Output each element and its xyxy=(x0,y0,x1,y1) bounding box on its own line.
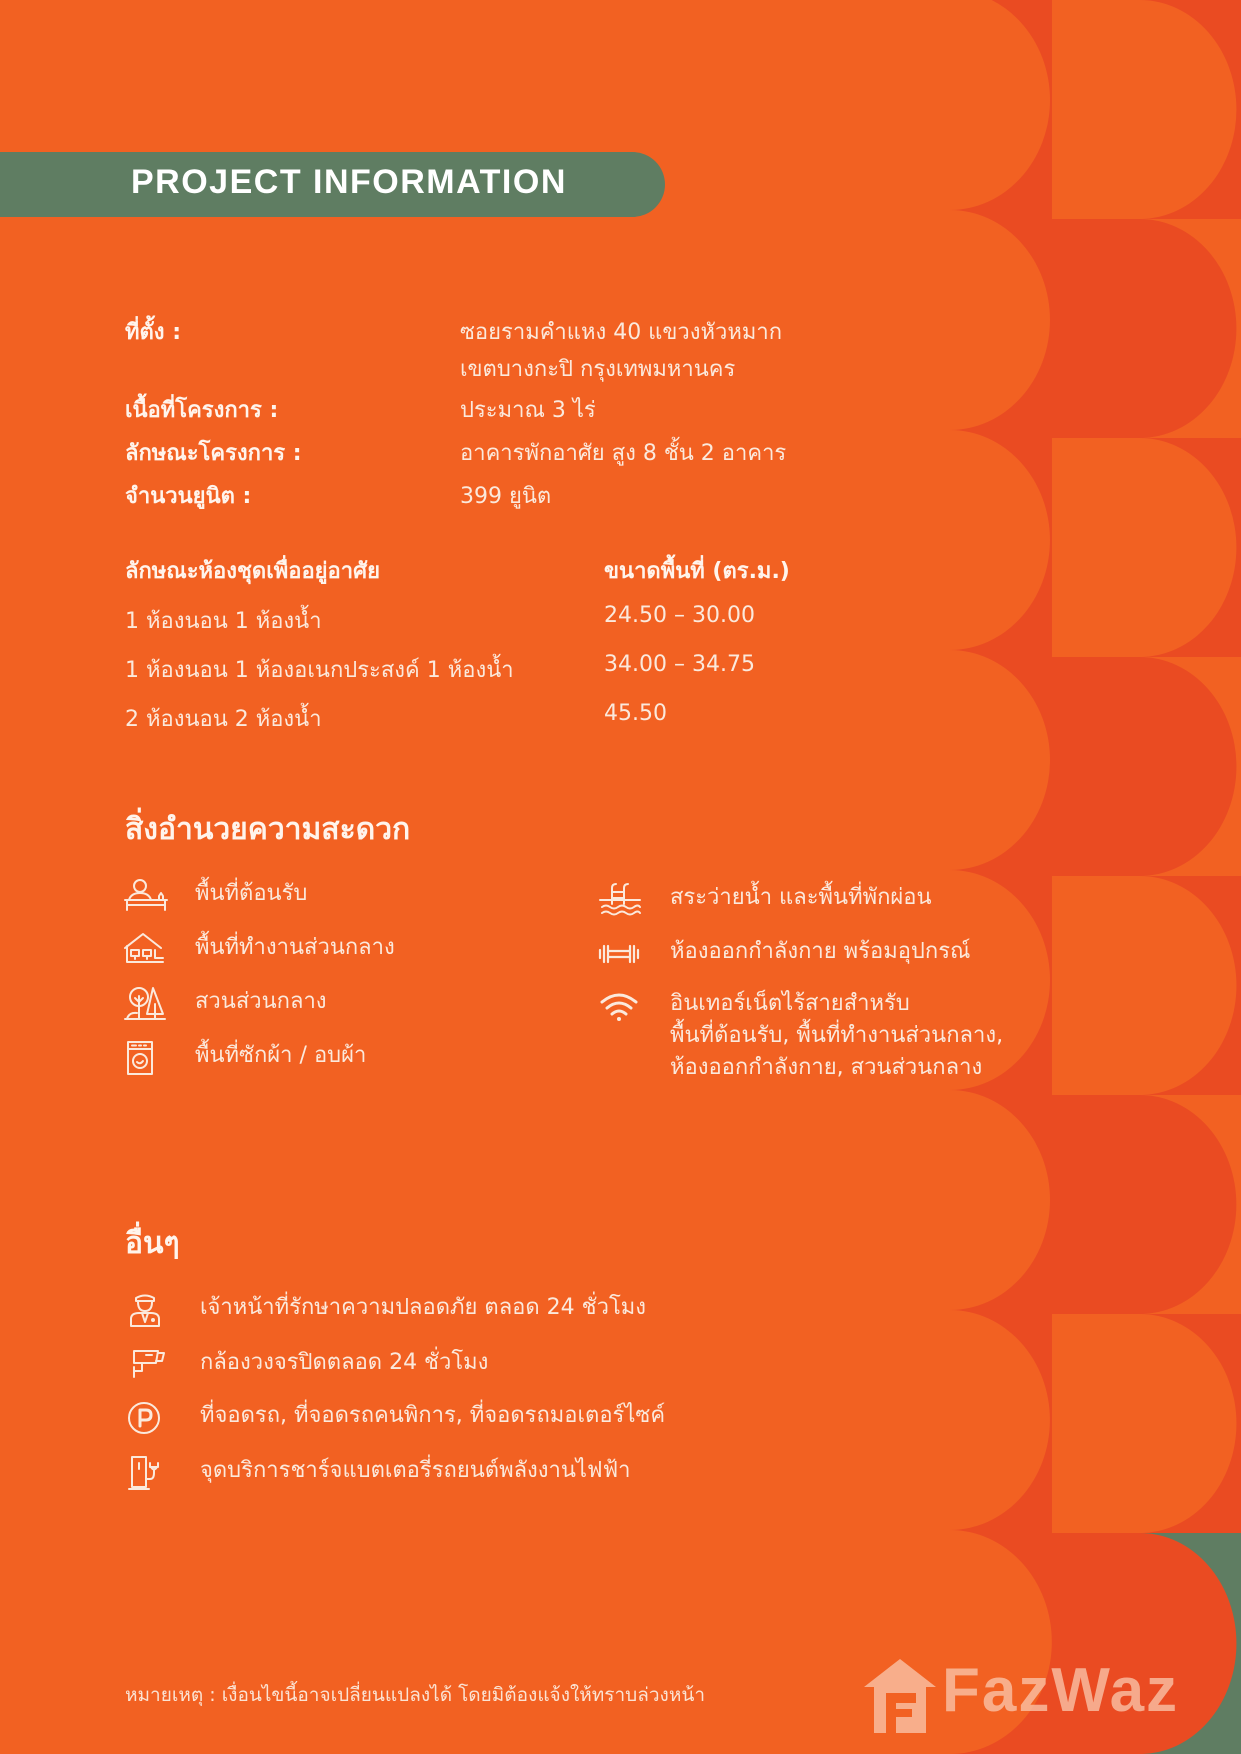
wifi-icon xyxy=(598,988,644,1024)
facility-label: สวนส่วนกลาง xyxy=(195,989,327,1014)
unit-type-header: ลักษณะห้องชุดเพื่ออยู่อาศัย xyxy=(125,559,380,584)
facility-label-line: ห้องออกกำลังกาย, สวนส่วนกลาง xyxy=(670,1055,983,1080)
facilities-title: สิ่งอำนวยความสะดวก xyxy=(125,812,411,847)
facility-item xyxy=(123,878,307,914)
project-type-value: อาคารพักอาศัย สูง 8 ชั้น 2 อาคาร xyxy=(460,441,787,466)
units-value: 399 ยูนิต xyxy=(460,484,552,509)
location-label: ที่ตั้ง : xyxy=(125,320,181,345)
facility-item xyxy=(598,882,932,918)
facility-item xyxy=(123,932,395,968)
disclaimer-note: หมายเหตุ : เงื่อนไขนี้อาจเปลี่ยนแปลงได้ โดยมิต้องแจ้งให้ทราบล่วงหน้า xyxy=(125,1684,706,1706)
ev-charger-icon xyxy=(128,1455,174,1491)
unit-size-header: ขนาดพื้นที่ (ตร.ม.) xyxy=(604,559,790,584)
other-label: กล้องวงจรปิดตลอด 24 ชั่วโมง xyxy=(200,1350,489,1375)
pool-icon xyxy=(598,882,644,918)
other-label: เจ้าหน้าที่รักษาความปลอดภัย ตลอด 24 ชั่วโมง xyxy=(200,1295,647,1320)
facility-label: สระว่ายน้ำ และพื้นที่พักผ่อน xyxy=(670,885,932,910)
unit-size-cell: 34.00 – 34.75 xyxy=(604,652,755,677)
facility-item xyxy=(598,936,970,972)
other-item xyxy=(128,1347,488,1383)
location-value-line-1: ซอยรามคำแหง 40 แขวงหัวหมาก xyxy=(460,320,783,345)
location-value-line-2: เขตบางกะปิ กรุงเทพมหานคร xyxy=(460,357,736,382)
fazwaz-watermark xyxy=(860,1655,1240,1735)
other-item xyxy=(128,1400,665,1436)
facility-item xyxy=(123,986,327,1022)
other-item xyxy=(128,1292,646,1328)
page-title: PROJECT INFORMATION xyxy=(131,163,567,201)
unit-type-cell: 1 ห้องนอน 1 ห้องน้ำ xyxy=(125,609,322,634)
facility-item xyxy=(598,988,1003,1084)
coworking-icon xyxy=(123,932,169,968)
unit-type-cell: 1 ห้องนอน 1 ห้องอเนกประสงค์ 1 ห้องน้ำ xyxy=(125,658,514,683)
garden-icon xyxy=(123,986,169,1022)
laundry-icon xyxy=(123,1040,169,1076)
facility-label-line: อินเทอร์เน็ตไร้สายสำหรับ xyxy=(670,991,910,1016)
unit-size-cell: 45.50 xyxy=(604,701,667,726)
cctv-icon xyxy=(128,1347,174,1383)
unit-type-cell: 2 ห้องนอน 2 ห้องน้ำ xyxy=(125,707,322,732)
project-type-label: ลักษณะโครงการ : xyxy=(125,441,302,466)
facility-item xyxy=(123,1040,366,1076)
other-label: จุดบริการชาร์จแบตเตอรี่รถยนต์พลังงานไฟฟ้า xyxy=(200,1458,631,1483)
fitness-icon xyxy=(598,936,644,972)
reception-icon xyxy=(123,878,169,914)
area-label: เนื้อที่โครงการ : xyxy=(125,398,279,423)
facility-label: พื้นที่ทำงานส่วนกลาง xyxy=(195,935,395,960)
security-guard-icon xyxy=(128,1292,174,1328)
facility-label-line: พื้นที่ต้อนรับ, พื้นที่ทำงานส่วนกลาง, xyxy=(670,1023,1004,1048)
others-title: อื่นๆ xyxy=(125,1226,180,1261)
other-label: ที่จอดรถ, ที่จอดรถคนพิการ, ที่จอดรถมอเตอร์ไซค์ xyxy=(200,1403,666,1428)
area-value: ประมาณ 3 ไร่ xyxy=(460,398,596,423)
facility-label: พื้นที่ซักผ้า / อบผ้า xyxy=(195,1043,367,1068)
watermark-text: FazWaz xyxy=(942,1656,1180,1725)
other-item xyxy=(128,1455,631,1491)
facility-label: พื้นที่ต้อนรับ xyxy=(195,881,308,906)
facility-label: ห้องออกกำลังกาย พร้อมอุปกรณ์ xyxy=(670,939,971,964)
house-logo-icon xyxy=(860,1657,940,1733)
wifi-description xyxy=(670,988,1003,1084)
unit-size-cell: 24.50 – 30.00 xyxy=(604,603,755,628)
units-label: จำนวนยูนิต : xyxy=(125,484,252,509)
parking-icon xyxy=(128,1400,174,1436)
